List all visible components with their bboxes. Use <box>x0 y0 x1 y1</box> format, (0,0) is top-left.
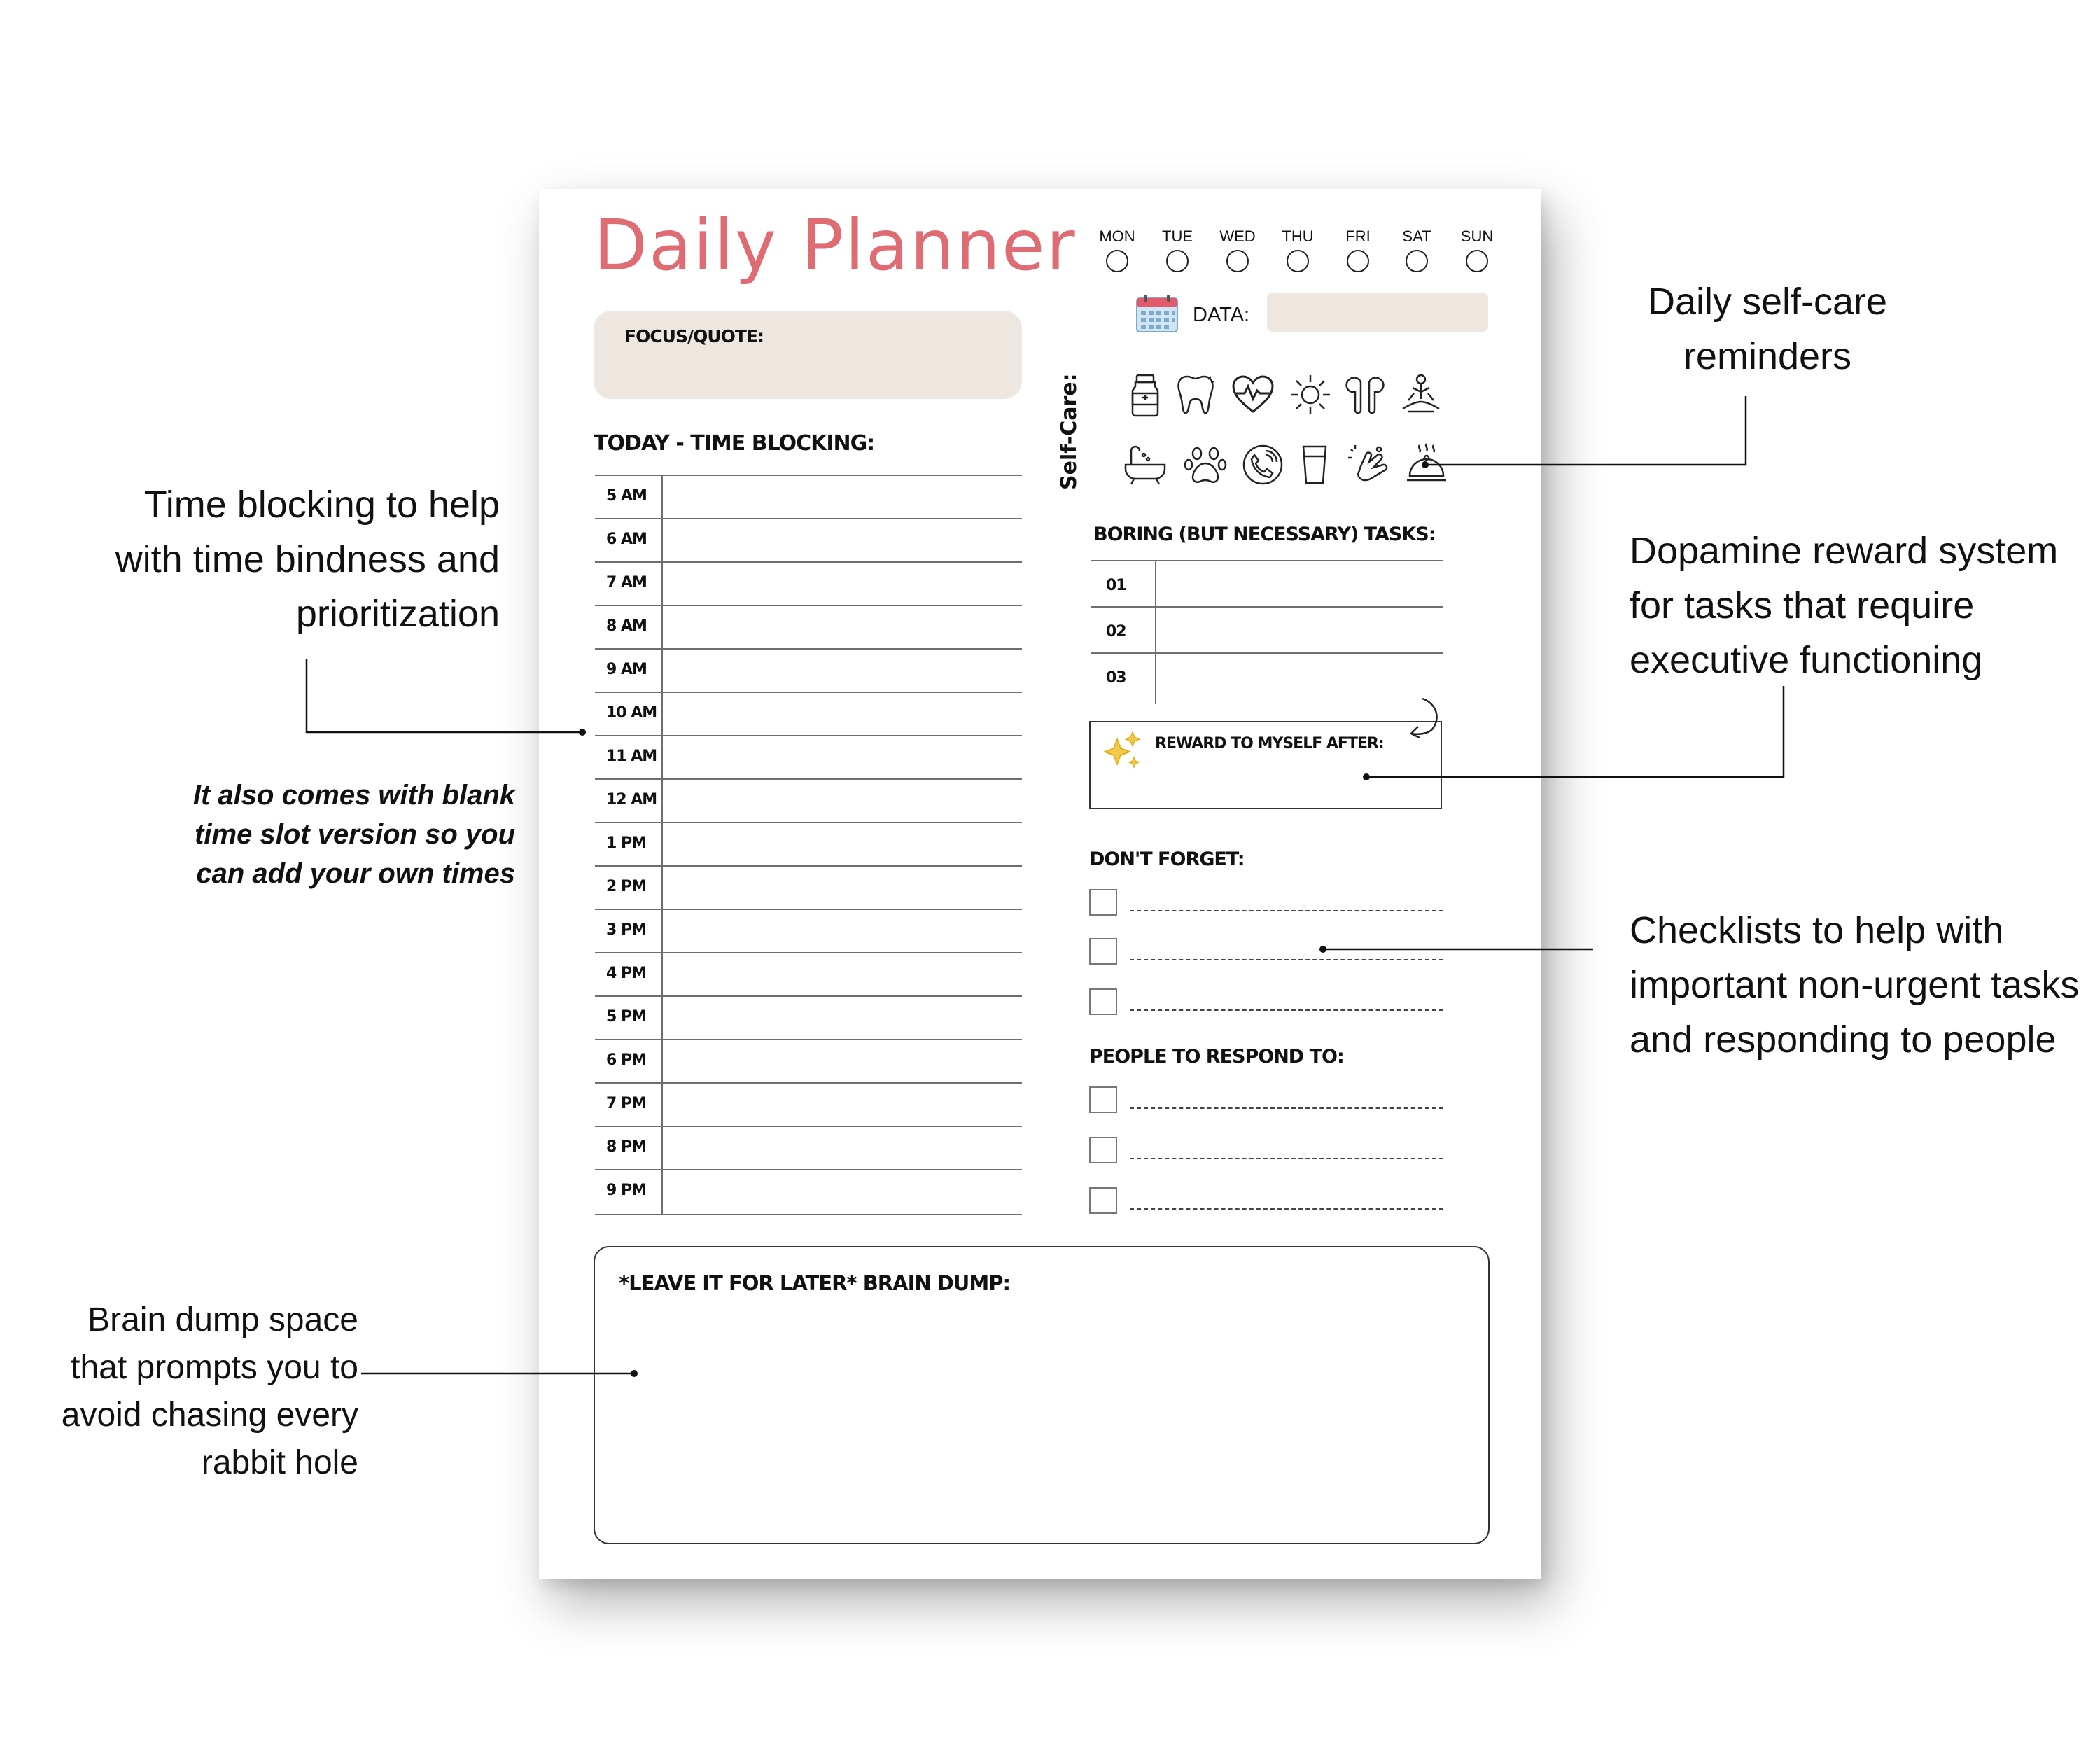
day-label: TUE <box>1162 227 1193 245</box>
time-slot-row[interactable] <box>595 518 1022 563</box>
time-slot-divider <box>662 736 663 780</box>
boring-tasks-heading: BORING (BUT NECESSARY) TASKS: <box>1093 524 1436 545</box>
day-fri[interactable] <box>1337 227 1379 272</box>
annotation-line: prioritization <box>295 593 500 635</box>
date-field[interactable] <box>1267 293 1488 332</box>
day-radio[interactable] <box>1226 250 1249 272</box>
time-slot-label: 8 PM <box>606 1138 646 1156</box>
reward-field[interactable] <box>1089 721 1442 809</box>
time-slot-divider <box>662 867 663 910</box>
time-slot-label: 11 AM <box>606 748 657 765</box>
time-slot-divider <box>662 606 663 650</box>
day-label: WED <box>1219 227 1256 245</box>
time-slot-label: 9 PM <box>606 1182 646 1199</box>
paw-icon[interactable] <box>1183 442 1228 487</box>
annotation-dopamine <box>1630 524 2058 687</box>
earbuds-icon[interactable] <box>1343 372 1387 417</box>
annotation-line: important non-urgent tasks <box>1630 964 2080 1006</box>
time-slot-label: 1 PM <box>606 834 646 852</box>
time-slot-row[interactable] <box>595 995 1022 1040</box>
day-radio[interactable] <box>1466 250 1488 272</box>
time-slot-divider <box>662 953 663 997</box>
time-slot-row[interactable] <box>595 952 1022 997</box>
annotation-line: can add your own times <box>196 858 515 889</box>
time-slot-label: 7 PM <box>606 1095 646 1112</box>
annotation-line: and responding to people <box>1630 1018 2057 1060</box>
time-slot-divider <box>662 650 663 693</box>
time-slot-divider <box>662 910 663 953</box>
annotation-checklists <box>1630 903 2079 1067</box>
day-sat[interactable] <box>1396 227 1438 272</box>
boring-task-divider <box>1155 561 1156 608</box>
self-care-label: Self-Care: <box>1057 373 1082 490</box>
boring-task-divider <box>1155 654 1156 704</box>
dont-forget-item <box>1089 889 1445 917</box>
time-slot-divider <box>662 693 663 736</box>
time-slot-label: 12 AM <box>606 791 657 808</box>
annotation-line: time slot version so you <box>195 819 515 850</box>
planner-title: Daily Planner <box>594 204 1077 286</box>
meditation-icon[interactable] <box>1399 372 1443 417</box>
boring-task-row[interactable] <box>1091 560 1443 608</box>
annotation-line: Dopamine reward system <box>1630 530 2059 572</box>
annotation-blank-version <box>193 776 515 893</box>
tooth-icon[interactable] <box>1173 372 1218 417</box>
time-slot-divider <box>662 1040 663 1084</box>
day-label: THU <box>1282 227 1314 245</box>
time-slot-row[interactable] <box>595 1169 1022 1215</box>
day-label: SUN <box>1460 227 1494 245</box>
day-sun[interactable] <box>1456 227 1498 272</box>
time-slot-label: 5 AM <box>606 487 647 505</box>
hand-wash-icon[interactable] <box>1345 442 1390 487</box>
checkbox[interactable] <box>1089 1137 1117 1163</box>
time-slot-divider <box>662 823 663 867</box>
day-radio[interactable] <box>1106 250 1128 272</box>
checkbox[interactable] <box>1089 889 1117 916</box>
time-slot-row[interactable] <box>595 735 1022 780</box>
write-line[interactable] <box>1130 1009 1443 1011</box>
day-radio[interactable] <box>1166 250 1189 272</box>
people-to-respond-heading: PEOPLE TO RESPOND TO: <box>1089 1046 1344 1068</box>
checkbox[interactable] <box>1089 1187 1117 1214</box>
day-label: FRI <box>1345 227 1371 245</box>
time-slot-row[interactable] <box>595 605 1022 650</box>
write-line[interactable] <box>1130 1158 1443 1159</box>
time-slot-divider <box>662 1127 663 1170</box>
dont-forget-item <box>1089 988 1445 1016</box>
dont-forget-item <box>1089 938 1445 966</box>
people-to-respond-item <box>1089 1137 1445 1165</box>
time-slot-label: 2 PM <box>606 878 646 895</box>
annotation-self-care <box>1638 274 1897 384</box>
time-slot-row[interactable] <box>595 561 1022 606</box>
time-slot-row[interactable] <box>595 865 1022 910</box>
time-slot-row[interactable] <box>595 1126 1022 1170</box>
day-mon[interactable] <box>1096 227 1138 272</box>
sun-icon[interactable] <box>1288 372 1333 417</box>
heart-rate-icon[interactable] <box>1231 372 1275 417</box>
time-slot-divider <box>662 519 663 563</box>
time-slot-divider <box>662 1084 663 1127</box>
time-slot-divider <box>662 476 663 519</box>
time-slot-row[interactable] <box>595 909 1022 953</box>
annotation-line: reminders <box>1683 335 1852 377</box>
day-radio[interactable] <box>1347 250 1369 272</box>
time-slot-row[interactable] <box>595 822 1022 867</box>
time-blocking-table <box>595 475 1022 1214</box>
focus-quote-label: FOCUS/QUOTE: <box>624 326 764 346</box>
annotation-line: Daily self-care <box>1647 281 1888 323</box>
annotation-line: Time blocking to help <box>144 484 500 526</box>
time-slot-label: 3 PM <box>606 921 646 939</box>
time-slot-label: 6 PM <box>606 1051 646 1069</box>
time-slot-label: 4 PM <box>606 965 646 982</box>
water-glass-icon[interactable] <box>1292 442 1337 487</box>
time-slot-label: 9 AM <box>606 661 647 678</box>
annotation-line: It also comes with blank <box>192 780 515 811</box>
boring-task-number: 02 <box>1106 623 1126 640</box>
brain-dump-label: *LEAVE IT FOR LATER* BRAIN DUMP: <box>619 1271 1011 1295</box>
bathtub-icon[interactable] <box>1123 442 1168 487</box>
people-to-respond-item <box>1089 1187 1445 1215</box>
time-slot-row[interactable] <box>595 475 1022 519</box>
annotation-line: for tasks that require <box>1630 584 1975 626</box>
day-radio[interactable] <box>1406 250 1428 272</box>
sparkles-icon <box>1100 729 1145 774</box>
annotation-line: Checklists to help with <box>1630 909 2004 951</box>
time-slot-divider <box>662 997 663 1040</box>
phone-call-icon[interactable] <box>1240 442 1285 487</box>
day-radio[interactable] <box>1287 250 1309 272</box>
time-slot-row[interactable] <box>595 778 1022 823</box>
annotation-line: with time bindness and <box>115 538 500 580</box>
time-slot-row[interactable] <box>595 1039 1022 1084</box>
time-slot-divider <box>662 1170 663 1214</box>
annotation-line: executive functioning <box>1630 639 1983 681</box>
day-wed[interactable] <box>1217 227 1259 272</box>
annotation-line: Brain dump space <box>88 1301 358 1338</box>
day-label: MON <box>1099 227 1135 245</box>
brain-dump-field[interactable] <box>594 1246 1490 1544</box>
time-slot-divider <box>662 563 663 606</box>
annotation-line: that prompts you to <box>71 1349 358 1386</box>
time-slot-label: 5 PM <box>606 1008 646 1026</box>
write-line[interactable] <box>1130 959 1443 960</box>
annotation-line: rabbit hole <box>201 1444 358 1481</box>
focus-quote-field[interactable] <box>594 311 1022 399</box>
time-slot-label: 7 AM <box>606 574 647 592</box>
checkbox[interactable] <box>1089 1086 1117 1113</box>
reward-label: REWARD TO MYSELF AFTER: <box>1155 735 1384 752</box>
annotation-line: avoid chasing every <box>61 1396 358 1434</box>
time-slot-divider <box>662 780 663 823</box>
time-slot-row[interactable] <box>595 1082 1022 1127</box>
annotation-time-blocking <box>115 477 500 641</box>
time-slot-label: 6 AM <box>606 531 647 548</box>
calendar-icon <box>1135 294 1179 333</box>
checkbox[interactable] <box>1089 938 1117 965</box>
time-slot-label: 8 AM <box>606 617 647 635</box>
write-line[interactable] <box>1130 910 1443 911</box>
boring-task-row[interactable] <box>1091 652 1443 704</box>
people-to-respond-item <box>1089 1086 1445 1114</box>
boring-task-number: 03 <box>1106 669 1126 687</box>
boring-task-row[interactable] <box>1091 606 1443 654</box>
time-blocking-heading: TODAY - TIME BLOCKING: <box>594 431 875 456</box>
day-thu[interactable] <box>1277 227 1319 272</box>
write-line[interactable] <box>1130 1208 1443 1210</box>
medicine-bottle-icon[interactable] <box>1123 372 1168 417</box>
time-slot-row[interactable] <box>595 692 1022 736</box>
date-label: DATA: <box>1193 304 1250 326</box>
day-tue[interactable] <box>1156 227 1198 272</box>
day-label: SAT <box>1402 227 1432 245</box>
curved-arrow-icon <box>1397 693 1467 763</box>
annotation-brain-dump <box>62 1296 358 1487</box>
time-slot-row[interactable] <box>595 648 1022 693</box>
checkbox[interactable] <box>1089 988 1117 1015</box>
write-line[interactable] <box>1130 1107 1443 1109</box>
dont-forget-heading: DON'T FORGET: <box>1089 848 1245 870</box>
time-slot-label: 10 AM <box>606 704 657 722</box>
food-cloche-icon[interactable] <box>1404 442 1449 487</box>
boring-task-number: 01 <box>1106 577 1126 594</box>
boring-task-divider <box>1155 608 1156 654</box>
